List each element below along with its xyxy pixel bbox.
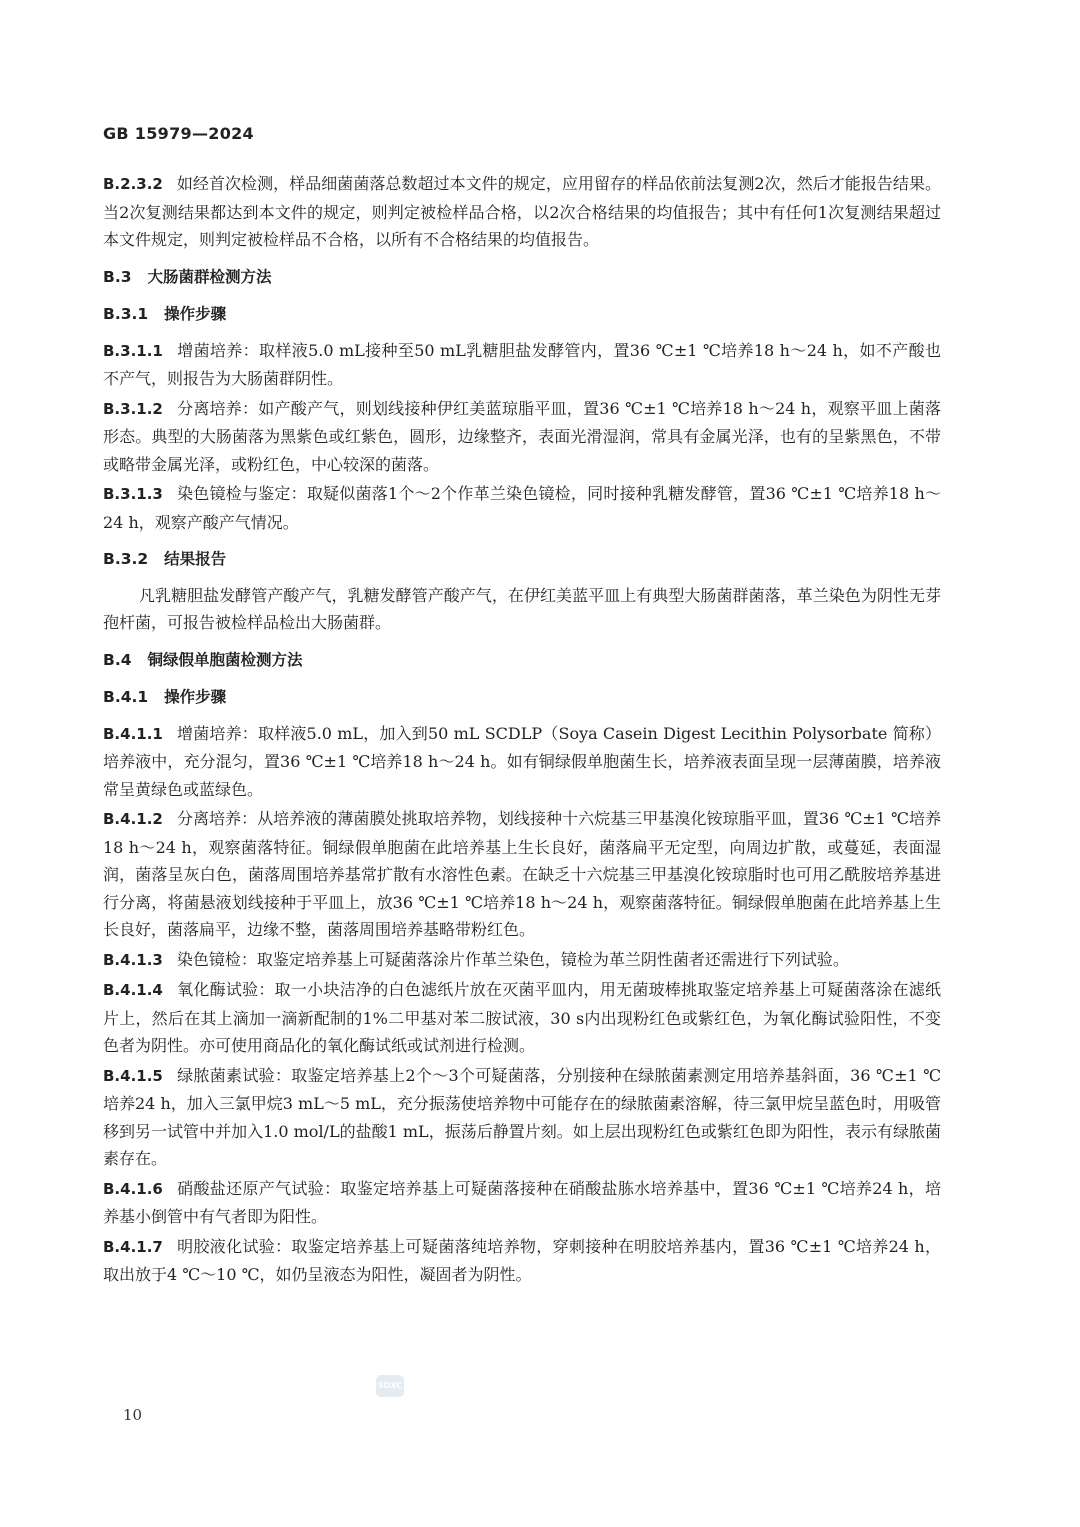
clause-number: B.3.1.3 <box>103 485 163 503</box>
clause-text: 明胶液化试验：取鉴定培养基上可疑菌落纯培养物，穿刺接种在明胶培养基内，置36 ℃±1 ℃培养24 h，取出放于4 ℃～10 ℃，如仍呈液态为阳性，凝固者为阴性。 <box>103 1236 941 1284</box>
clause-paragraph <box>103 582 941 637</box>
clause-number: B.3.1.1 <box>103 341 163 360</box>
clause-paragraph <box>103 976 941 1060</box>
clause-paragraph <box>103 1175 941 1231</box>
section-heading <box>103 264 941 292</box>
section-number: B.3 <box>103 267 132 286</box>
clause-paragraph <box>103 946 941 975</box>
clause-paragraph <box>103 1062 941 1173</box>
clause-text: 氧化酶试验：取一小块洁净的白色滤纸片放在灭菌平皿内，用无菌玻棒挑取鉴定培养基上可疑菌落涂在滤纸片上，然后在其上滴加一滴新配制的1%二甲基对苯二胺试液，30 s内出现粉红色或紫红色，为氧化酶试验阳性，不变色者为阴性。亦可使用商品化的氧化酶试纸或试剂进行检测。 <box>103 980 941 1055</box>
clause-text: 分离培养：从培养液的薄菌膜处挑取培养物，划线接种十六烷基三甲基溴化铵琼脂平皿，置36 ℃±1 ℃培养18 h～24 h，观察菌落特征。铜绿假单胞菌在此培养基上生长良好，菌落扁平无定型，向周边扩散，或蔓延，表面湿润，菌落呈灰白色，菌落周围培养基常扩散有水溶性色素。在缺乏十六烷基三甲基溴化铵琼脂时也可用乙酰胺培养基进行分离，将菌悬液划线接种于平皿上，放36 ℃±1 ℃培养18 h～24 h，观察菌落特征。铜绿假单胞菌在此培养基上生长良好，菌落扁平，边缘不整，菌落周围培养基略带粉红色。 <box>103 809 941 939</box>
clause-number: B.4.1.6 <box>103 1179 163 1198</box>
section-number: B.3.2 <box>103 550 149 568</box>
clause-text: 凡乳糖胆盐发酵管产酸产气，乳糖发酵管产酸产气，在伊红美蓝平皿上有典型大肠菌群菌落，革兰染色为阴性无芽孢杆菌，可报告被检样品检出大肠菌群。 <box>103 585 941 632</box>
section-heading <box>103 546 941 574</box>
section-heading <box>103 301 941 329</box>
clause-number: B.4.1.7 <box>103 1237 163 1256</box>
clause-paragraph <box>103 337 941 393</box>
clause-number: B.4.1.1 <box>103 724 163 743</box>
clause-number: B.2.3.2 <box>103 175 163 193</box>
clause-text: 分离培养：如产酸产气，则划线接种伊红美蓝琼脂平皿，置36 ℃±1 ℃培养18 h～24 h，观察平皿上菌落形态。典型的大肠菌落为黑紫色或红紫色，圆形，边缘整齐，表面光滑湿润，常具有金属光泽，也有的呈紫黑色，不带或略带金属光泽，或粉红色，中心较深的菌落。 <box>103 398 941 474</box>
clause-text: 硝酸盐还原产气试验：取鉴定培养基上可疑菌落接种在硝酸盐胨水培养基中，置36 ℃±1 ℃培养24 h，培养基小倒管中有气者即为阳性。 <box>103 1178 941 1226</box>
section-number: B.3.1 <box>103 305 149 323</box>
clause-text: 染色镜检与鉴定：取疑似菌落1个～2个作革兰染色镜检，同时接种乳糖发酵管，置36 ℃±1 ℃培养18 h～24 h，观察产酸产气情况。 <box>103 484 941 532</box>
clause-text: 绿脓菌素试验：取鉴定培养基上2个～3个可疑菌落，分别接种在绿脓菌素测定用培养基斜面，36 ℃±1 ℃培养24 h，加入三氯甲烷3 mL～5 mL，充分振荡使培养物中可能存在的绿脓菌素溶解，待三氯甲烷呈蓝色时，用吸管移到另一试管中并加入1.0 mol/L的盐酸1 mL，振荡后静置片刻。如上层出现粉红色或紫红色即为阳性，表示有绿脓菌素存在。 <box>103 1065 941 1168</box>
section-number: B.4.1 <box>103 688 149 706</box>
clause-number: B.4.1.5 <box>103 1066 163 1085</box>
clause-text: 染色镜检：取鉴定培养基上可疑菌落涂片作革兰染色，镜检为革兰阴性菌者还需进行下列试验。 <box>176 949 849 969</box>
watermark-logo: SDXC <box>376 1375 404 1397</box>
standard-number: GB 15979—2024 <box>103 124 254 143</box>
clause-text: 增菌培养：取样液5.0 mL接种至50 mL乳糖胆盐发酵管内，置36 ℃±1 ℃培养18 h～24 h，如不产酸也不产气，则报告为大肠菌群阴性。 <box>103 340 941 388</box>
page-number: 10 <box>123 1406 143 1424</box>
clause-number: B.3.1.2 <box>103 399 163 418</box>
clause-paragraph <box>103 480 941 536</box>
section-title: 大肠菌群检测方法 <box>147 267 272 286</box>
document-body <box>103 170 941 1291</box>
section-title: 结果报告 <box>164 550 227 568</box>
clause-paragraph <box>103 805 941 944</box>
clause-paragraph <box>103 1233 941 1289</box>
clause-paragraph <box>103 720 941 804</box>
clause-number: B.4.1.3 <box>103 950 163 969</box>
section-number: B.4 <box>103 650 132 669</box>
clause-number: B.4.1.2 <box>103 810 163 828</box>
clause-paragraph <box>103 395 941 479</box>
clause-paragraph <box>103 170 941 254</box>
clause-number: B.4.1.4 <box>103 981 163 999</box>
section-title: 操作步骤 <box>164 305 227 323</box>
section-title: 操作步骤 <box>164 688 227 706</box>
clause-text: 如经首次检测，样品细菌菌落总数超过本文件的规定，应用留存的样品依前法复测2次，然后才能报告结果。当2次复测结果都达到本文件的规定，则判定被检样品合格，以2次合格结果的均值报告；其中有任何1次复测结果超过本文件规定，则判定被检样品不合格，以所有不合格结果的均值报告。 <box>103 174 941 249</box>
section-heading <box>103 684 941 712</box>
clause-text: 增菌培养：取样液5.0 mL，加入到50 mL SCDLP（Soya Casein Digest Lecithin Polysorbate 简称）培养液中，充分混匀，置36 ℃±1 ℃培养18 h～24 h。如有铜绿假单胞菌生长，培养液表面呈现一层薄菌膜，培养液常呈黄绿色或蓝绿色。 <box>103 723 941 799</box>
section-title: 铜绿假单胞菌检测方法 <box>147 650 303 669</box>
section-heading <box>103 647 941 675</box>
